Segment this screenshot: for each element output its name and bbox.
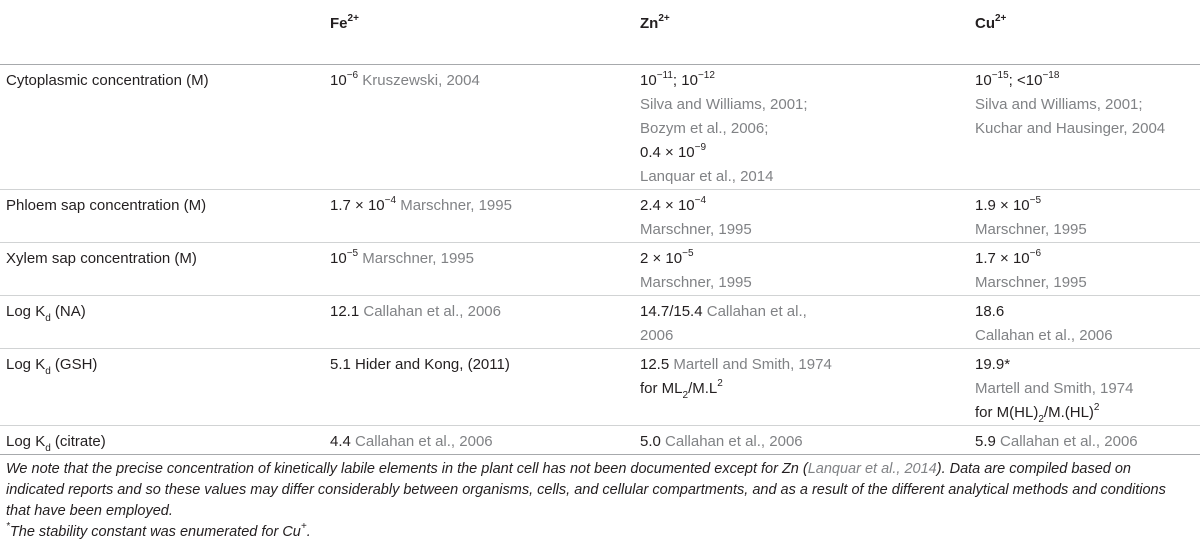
footnote-text: .: [306, 523, 311, 540]
value: 1.7 × 10: [330, 196, 385, 214]
cell-zn-phloem: [640, 189, 975, 242]
reference: Marschner, 1995: [975, 220, 1087, 238]
reference: Callahan et al., 2006: [665, 432, 803, 450]
note-superscript: 2: [717, 377, 723, 389]
cell-fe-gsh: [330, 348, 640, 425]
row-label-cytoplasmic: Cytoplasmic concentration (M): [6, 71, 209, 89]
cell-cu-cytoplasmic: [975, 64, 1200, 189]
reference: Bozym et al., 2006;: [640, 119, 769, 137]
exponent: −4: [694, 194, 707, 206]
cell-cu-citrate: [975, 425, 1200, 454]
separator: ;: [1008, 71, 1017, 89]
table-row: [0, 64, 1200, 189]
value: 4.4: [330, 432, 351, 450]
value: 10: [681, 71, 698, 89]
table-row: [0, 295, 1200, 348]
footnote-text: ). Data are compiled based on indicated reports and so these values may differ considerably between organisms, cells, and cellular compartments, and as a result of the different analytical methods and conditions that have been employed.: [6, 460, 1166, 519]
table-header: [0, 0, 1200, 64]
value: 5.1 Hider and Kong, (2011): [330, 355, 510, 373]
cell-zn-na: [640, 295, 975, 348]
note-text: /M.(HL): [1043, 403, 1094, 421]
label-subscript: d: [45, 312, 51, 324]
table-row: [0, 348, 1200, 425]
value: 10: [330, 71, 347, 89]
note-subscript: 2: [1038, 413, 1044, 425]
cell-cu-xylem: [975, 242, 1200, 295]
cell-zn-citrate: [640, 425, 975, 454]
header-cu-base: Cu: [975, 15, 995, 32]
value: 12.5: [640, 355, 670, 373]
reference: Marschner, 1995: [975, 273, 1087, 291]
cell-fe-xylem: [330, 242, 640, 295]
note-text: /M.L: [688, 379, 718, 397]
reference: Silva and Williams, 2001;: [640, 95, 808, 113]
reference: Martell and Smith, 1974: [975, 379, 1134, 397]
value: 10: [330, 249, 347, 267]
label-text: Log K: [6, 302, 46, 320]
reference: Marschner, 1995: [400, 196, 512, 214]
footnote-text: We note that the precise concentration of kinetically labile elements in the plant cell has not been documented except for Zn (: [6, 460, 808, 477]
cell-fe-na: [330, 295, 640, 348]
header-fe: [330, 0, 640, 64]
header-row: [0, 0, 1200, 64]
exponent: −15: [991, 69, 1009, 81]
label-text: (citrate): [50, 432, 106, 450]
value: 10: [640, 71, 657, 89]
label-text: (GSH): [50, 355, 98, 373]
note-superscript: 2: [1093, 401, 1100, 413]
value: <10: [1017, 71, 1043, 89]
row-label-gsh: [0, 348, 330, 425]
label-text: Log K: [6, 432, 46, 450]
value: 12.1: [330, 302, 360, 320]
row-label-xylem: Xylem sap concentration (M): [6, 249, 197, 267]
label-text: (NA): [50, 302, 86, 320]
reference: Callahan et al., 2006: [975, 326, 1113, 344]
reference: Silva and Williams, 2001;: [975, 95, 1143, 113]
header-zn-base: Zn: [640, 15, 659, 32]
row-label-phloem: Phloem sap concentration (M): [6, 196, 207, 214]
value: 10: [975, 71, 992, 89]
table-row: [0, 425, 1200, 454]
row-label-citrate: [0, 425, 330, 454]
exponent: −12: [697, 69, 715, 81]
exponent: −5: [1029, 194, 1042, 206]
exponent: −9: [694, 141, 707, 153]
reference: Marschner, 1995: [640, 220, 752, 238]
header-cu-charge: 2+: [995, 13, 1007, 24]
footnote-text: The stability constant was enumerated for Cu: [9, 523, 301, 540]
reference: Marschner, 1995: [640, 273, 752, 291]
reference: 2006: [640, 326, 674, 344]
value: 14.7/15.4: [640, 302, 703, 320]
reference: Callahan et al., 2006: [363, 302, 501, 320]
value: 2.4 × 10: [640, 196, 695, 214]
footnote-marker: *: [6, 520, 10, 532]
reference: Callahan et al., 2006: [355, 432, 493, 450]
label-subscript: d: [45, 442, 51, 454]
reference: Kruszewski, 2004: [362, 71, 480, 89]
exponent: −4: [384, 194, 397, 206]
value: 0.4 × 10: [640, 143, 695, 161]
exponent: −18: [1042, 69, 1060, 81]
table-row: [0, 189, 1200, 242]
header-cu: [975, 0, 1200, 64]
exponent: −6: [1029, 247, 1042, 259]
reference: Callahan et al.,: [706, 302, 807, 320]
header-fe-base: Fe: [330, 15, 348, 32]
value: 2 × 10: [640, 249, 683, 267]
reference: Martell and Smith, 1974: [673, 355, 832, 373]
header-zn: [640, 0, 975, 64]
footnote-general: [6, 459, 1192, 522]
footnote-asterisk: [6, 522, 1192, 543]
exponent: −11: [656, 69, 673, 81]
reference: Lanquar et al., 2014: [640, 167, 774, 185]
value: 19.9*: [975, 355, 1011, 373]
value: 18.6: [975, 302, 1005, 320]
stoichiometry-note: [975, 401, 1100, 425]
footnote-citation: Lanquar et al., 2014: [807, 460, 937, 477]
cell-cu-gsh: [975, 348, 1200, 425]
label-text: Log K: [6, 355, 46, 373]
cell-zn-cytoplasmic: [640, 64, 975, 189]
cell-zn-gsh: [640, 348, 975, 425]
header-zn-charge: 2+: [658, 13, 670, 24]
exponent: −5: [682, 247, 694, 259]
value: 1.9 × 10: [975, 196, 1030, 214]
cell-cu-na: [975, 295, 1200, 348]
note-subscript: 2: [682, 389, 689, 401]
reference: Callahan et al., 2006: [1000, 432, 1138, 450]
note-text: for M(HL): [975, 403, 1039, 421]
cell-zn-xylem: [640, 242, 975, 295]
table-footnotes: [0, 455, 1200, 543]
table-row: [0, 242, 1200, 295]
exponent: −5: [346, 247, 359, 259]
row-label-na: [0, 295, 330, 348]
cell-cu-phloem: [975, 189, 1200, 242]
footnote-superscript: +: [300, 520, 307, 532]
value: 5.0: [640, 432, 661, 450]
header-fe-charge: 2+: [347, 13, 359, 24]
separator: ;: [672, 71, 682, 89]
cell-fe-phloem: [330, 189, 640, 242]
value: 5.9: [975, 432, 996, 450]
value: 1.7 × 10: [975, 249, 1030, 267]
cell-fe-citrate: [330, 425, 640, 454]
label-subscript: d: [45, 365, 51, 377]
note-text: for ML: [640, 379, 683, 397]
header-blank: [0, 0, 330, 64]
stoichiometry-note: [640, 377, 723, 401]
cell-fe-cytoplasmic: [330, 64, 640, 189]
reference: Marschner, 1995: [362, 249, 474, 267]
exponent: −6: [346, 69, 359, 81]
reference: Kuchar and Hausinger, 2004: [975, 119, 1166, 137]
